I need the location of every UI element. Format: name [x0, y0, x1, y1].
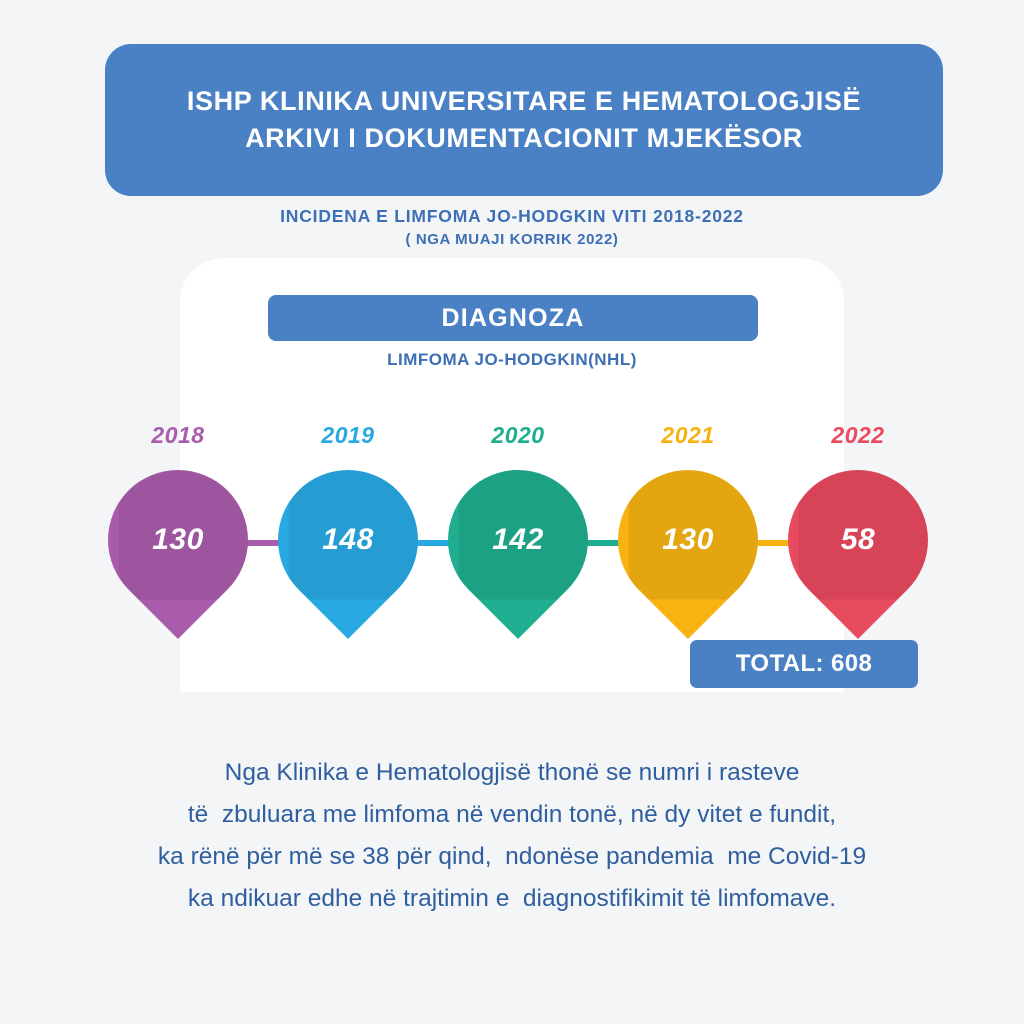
- diagnosis-badge-label: DIAGNOZA: [441, 303, 585, 332]
- footer-note-line4: ka ndikuar edhe në trajtimin e diagnostifikimit të limfomave.: [187, 885, 837, 913]
- header-title-line2: ARKIVI I DOKUMENTACIONIT MJEKËSOR: [245, 123, 803, 153]
- chart-node: [448, 422, 588, 610]
- chart-node-value: 148: [322, 523, 374, 556]
- chart-node-value: 130: [662, 523, 714, 556]
- chart-node-year: 2018: [151, 422, 205, 448]
- chart-node-year: 2020: [491, 422, 545, 448]
- chart-node: [788, 422, 928, 610]
- diagnosis-badge: [268, 295, 758, 341]
- footer-note-line1: Nga Klinika e Hematologjisë thonë se numri i rasteve: [224, 759, 800, 786]
- total-badge: [690, 640, 918, 688]
- total-label: TOTAL: 608: [735, 650, 873, 677]
- chart-node: [108, 422, 248, 610]
- chart-node: [618, 422, 758, 610]
- chart-node-year: 2019: [321, 422, 375, 448]
- chart-node-value: 142: [492, 523, 544, 556]
- chart-node-year: 2022: [831, 422, 885, 448]
- chart-subtitle: [0, 204, 1024, 251]
- chart-subtitle-line2: ( NGA MUAJI KORRIK 2022): [405, 231, 619, 249]
- footer-note-line3: ka rënë për më se 38 për qind, ndonëse pandemia me Covid-19: [157, 843, 867, 871]
- chart-node-value: 58: [840, 523, 876, 556]
- footer-note: [70, 752, 954, 921]
- chart-node: [278, 422, 418, 610]
- chart-node-year: 2021: [661, 422, 715, 448]
- chart-subtitle-line1: INCIDENA E LIMFOMA JO-HODGKIN VITI 2018-2022: [280, 206, 744, 226]
- header-banner: [105, 44, 943, 196]
- chart-node-value: 130: [152, 523, 204, 556]
- diagnosis-value: LIMFOMA JO-HODGKIN(NHL): [387, 350, 637, 369]
- footer-note-line2: të zbuluara me limfoma në vendin tonë, në dy vitet e fundit,: [187, 801, 837, 829]
- header-title-line1: ISHP KLINIKA UNIVERSITARE E HEMATOLOGJISË: [186, 85, 862, 116]
